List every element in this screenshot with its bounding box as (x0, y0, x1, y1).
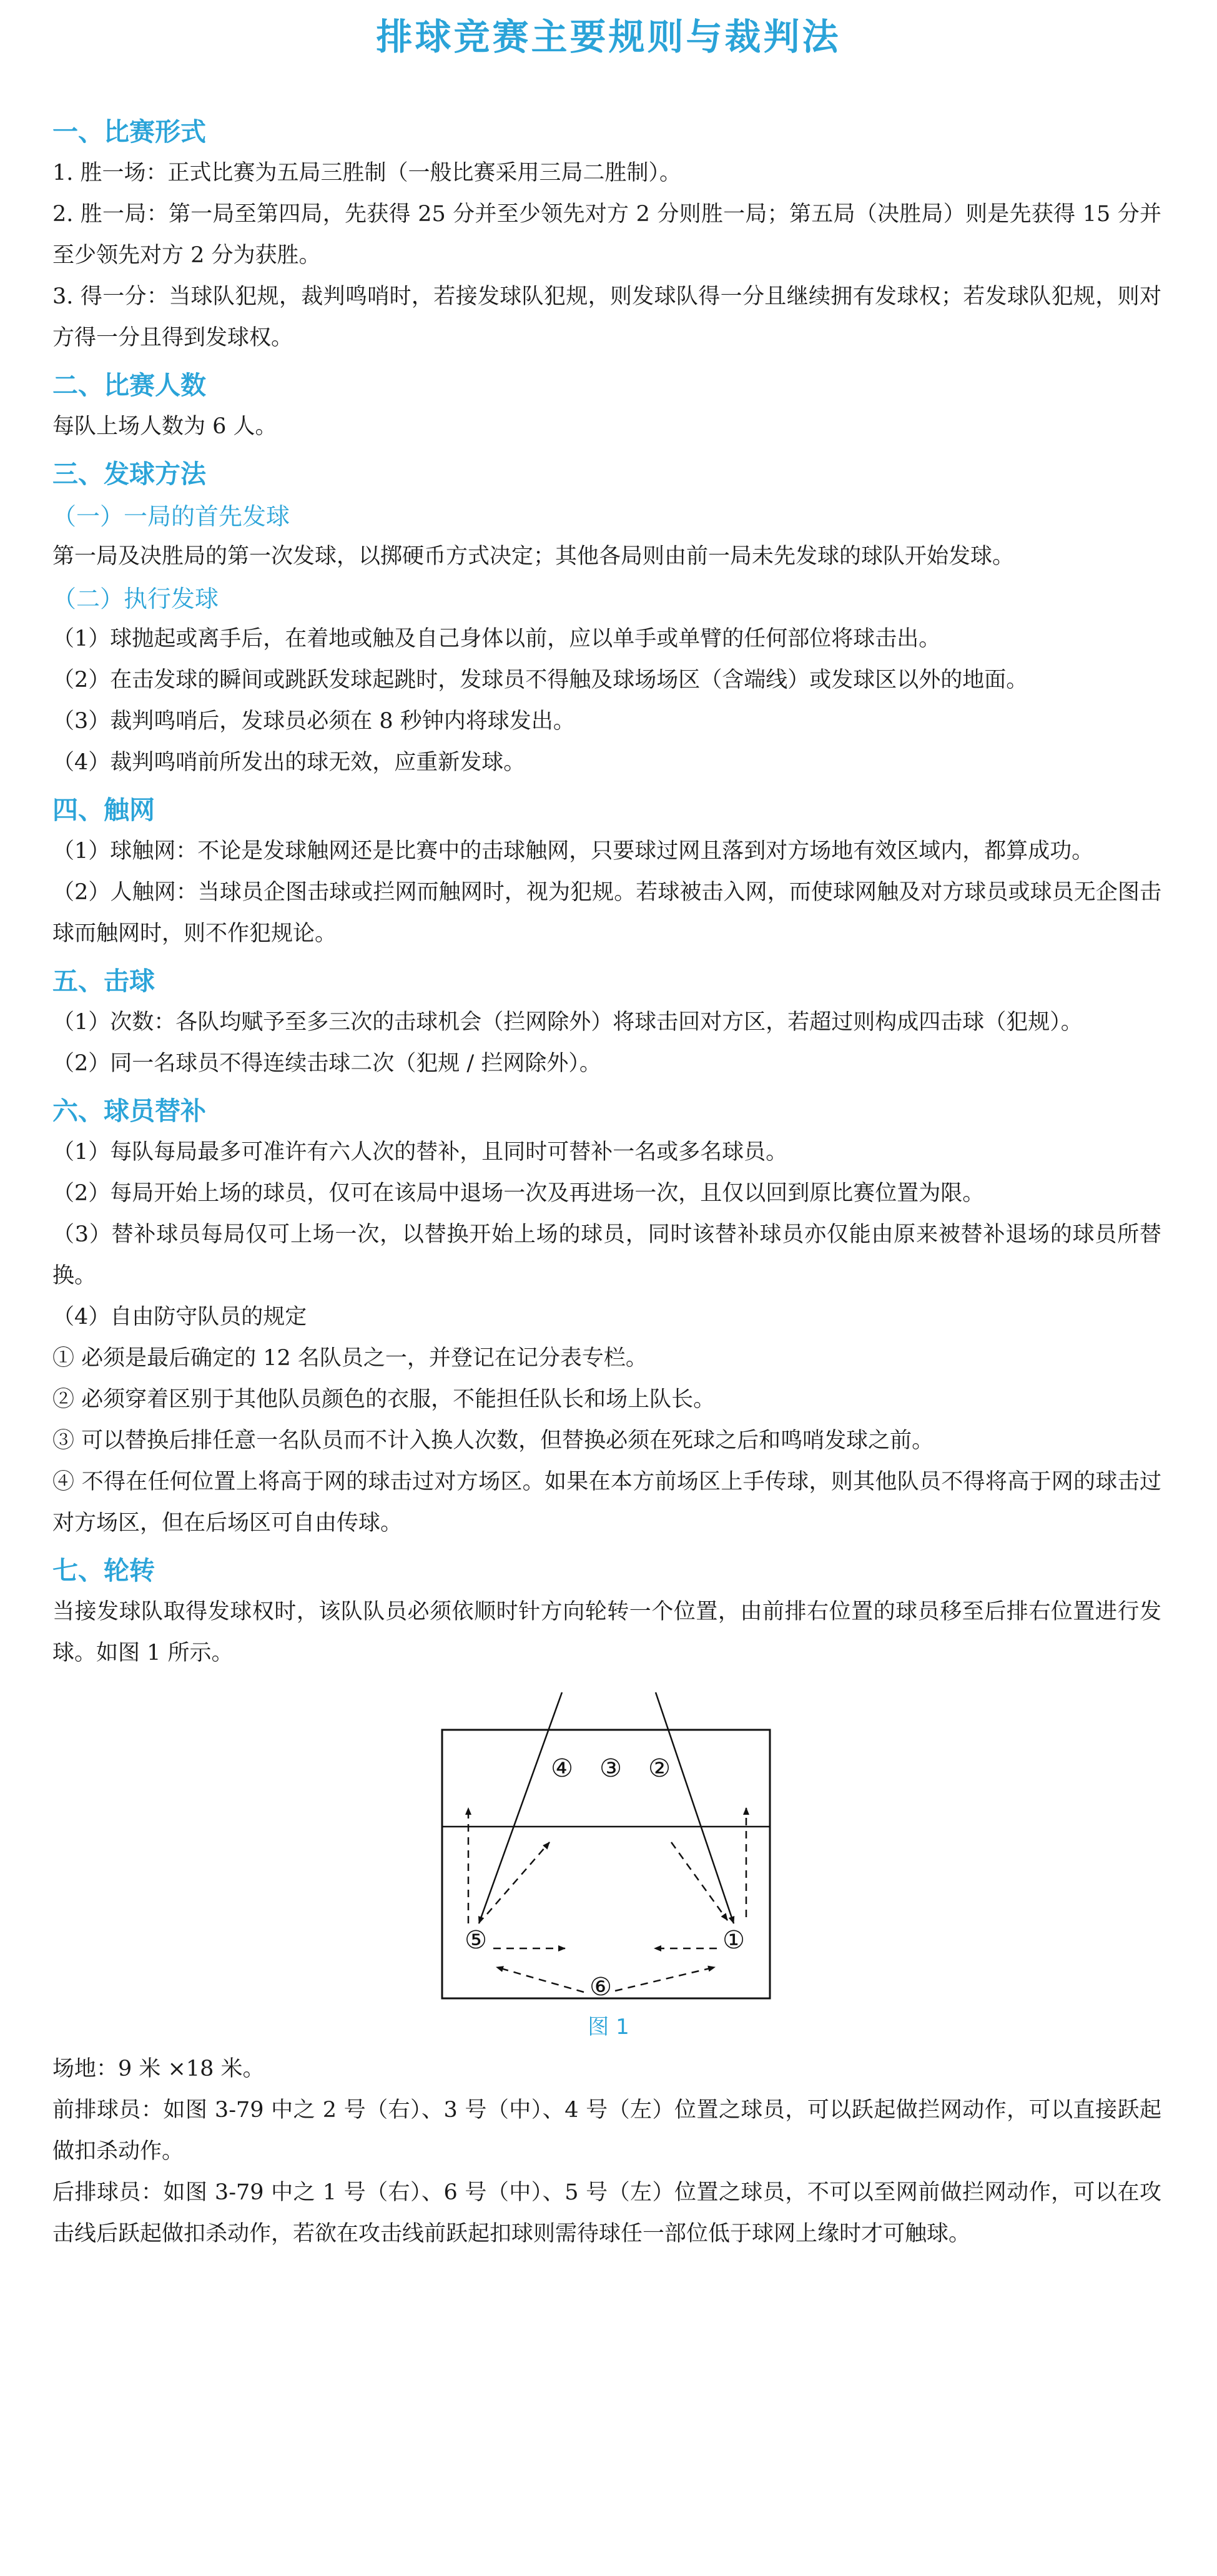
subsection-heading-execute-serve: （二）执行发球 (52, 585, 219, 613)
court-diagram (0, 1674, 1217, 2048)
paragraph: （1）球触网：不论是发球触网还是比赛中的击球触网，只要球过网且落到对方场地有效区域内，都算成功。 (52, 839, 1094, 864)
subsection-heading-first-serve: （一）一局的首先发球 (52, 503, 290, 530)
position-4-label: ④ (551, 1754, 573, 1783)
paragraph: （1）次数：各队均赋予至多三次的击球机会（拦网除外）将球击回对方区，若超过则构成四击球（犯规）。 (52, 1010, 1083, 1035)
paragraph: 后排球员：如图 3-79 中之 1 号（右）、6 号（中）、5 号（左）位置之球员，不可以至网前做拦网动作，可以在攻击线后跃起做扣杀动作，若欲在攻击线前跃起扣球则需待球任一部位低于球网上缘时才可触球。 (52, 2180, 1161, 2246)
figure-caption: 图 1 (588, 2015, 629, 2040)
paragraph: ① 必须是最后确定的 12 名队员之一，并登记在记分表专栏。 (52, 1346, 648, 1371)
position-2-label: ② (648, 1754, 671, 1783)
paragraph: 2. 胜一局：第一局至第四局，先获得 25 分并至少领先对方 2 分则胜一局；第五局（决胜局）则是先获得 15 分并至少领先对方 2 分为获胜。 (52, 202, 1161, 268)
paragraph: （1）每队每局最多可准许有六人次的替补，且同时可替补一名或多名球员。 (52, 1140, 788, 1165)
paragraph: 3. 得一分：当球队犯规，裁判鸣哨时，若接发球队犯规，则发球队得一分且继续拥有发球权；若发球队犯规，则对方得一分且得到发球权。 (52, 284, 1161, 350)
position-1-label: ① (722, 1926, 745, 1955)
paragraph: （2）同一名球员不得连续击球二次（犯规 / 拦网除外）。 (52, 1051, 601, 1076)
rotation-figure (0, 1674, 1217, 2048)
paragraph: ④ 不得在任何位置上将高于网的球击过对方场区。如果在本方前场区上手传球，则其他队员不得将高于网的球击过对方场区，但在后场区可自由传球。 (52, 1469, 1161, 1536)
front-to-back-right-arrow (656, 1692, 734, 1923)
front-to-back-left-arrow (479, 1692, 562, 1923)
section-heading-4: 四、触网 (52, 795, 155, 825)
position-6-label: ⑥ (589, 1973, 612, 2001)
paragraph: 第一局及决胜局的第一次发球，以掷硬币方式决定；其他各局则由前一局未先发球的球队开始发球。 (52, 544, 1015, 569)
paragraph: 1. 胜一场：正式比赛为五局三胜制（一般比赛采用三局二胜制）。 (52, 160, 682, 185)
section-heading-6: 六、球员替补 (52, 1096, 206, 1126)
paragraph: （2）每局开始上场的球员，仅可在该局中退场一次及再进场一次，且仅以回到原比赛位置为限。 (52, 1181, 985, 1206)
section-heading-7: 七、轮转 (52, 1556, 155, 1586)
position-3-label: ③ (599, 1754, 622, 1783)
paragraph: （2）人触网：当球员企图击球或拦网而触网时，视为犯规。若球被击入网，而使球网触及对方球员或球员无企图击球而触网时，则不作犯规论。 (52, 880, 1161, 946)
paragraph: （1）球抛起或离手后，在着地或触及自己身体以前，应以单手或单臂的任何部位将球击出。 (52, 626, 941, 651)
paragraph: ③ 可以替换后排任意一名队员而不计入换人次数，但替换必须在死球之后和鸣哨发球之前。 (52, 1428, 934, 1453)
paragraph: 每队上场人数为 6 人。 (52, 414, 277, 439)
document-title: 排球竞赛主要规则与裁判法 (376, 16, 841, 58)
section-heading-3: 三、发球方法 (52, 459, 206, 489)
paragraph: （3）替补球员每局仅可上场一次，以替换开始上场的球员，同时该替补球员亦仅能由原来被替补退场的球员所替换。 (52, 1222, 1161, 1288)
paragraph: （4）裁判鸣哨前所发出的球无效，应重新发球。 (52, 750, 526, 775)
paragraph: （2）在击发球的瞬间或跳跃发球起跳时，发球员不得触及球场场区（含端线）或发球区以外的地面。 (52, 668, 1028, 693)
section-heading-1: 一、比赛形式 (52, 117, 206, 147)
paragraph: 前排球员：如图 3-79 中之 2 号（右）、3 号（中）、4 号（左）位置之球员，可以跃起做拦网动作，可以直接跃起做扣杀动作。 (52, 2098, 1161, 2164)
document-body (52, 105, 1217, 2254)
paragraph: 当接发球队取得发球权时，该队队员必须依顺时针方向轮转一个位置，由前排右位置的球员移至后排右位置进行发球。如图 1 所示。 (52, 1599, 1161, 1666)
section-heading-2: 二、比赛人数 (52, 370, 206, 400)
paragraph: ② 必须穿着区别于其他队员颜色的衣服，不能担任队长和场上队长。 (52, 1387, 716, 1412)
paragraph: 场地：9 米 ×18 米。 (52, 2056, 265, 2081)
paragraph: （4）自由防守队员的规定 (52, 1305, 307, 1330)
position-5-label: ⑤ (465, 1926, 487, 1955)
paragraph: （3）裁判鸣哨后，发球员必须在 8 秒钟内将球发出。 (52, 709, 575, 734)
section-heading-5: 五、击球 (52, 966, 155, 996)
